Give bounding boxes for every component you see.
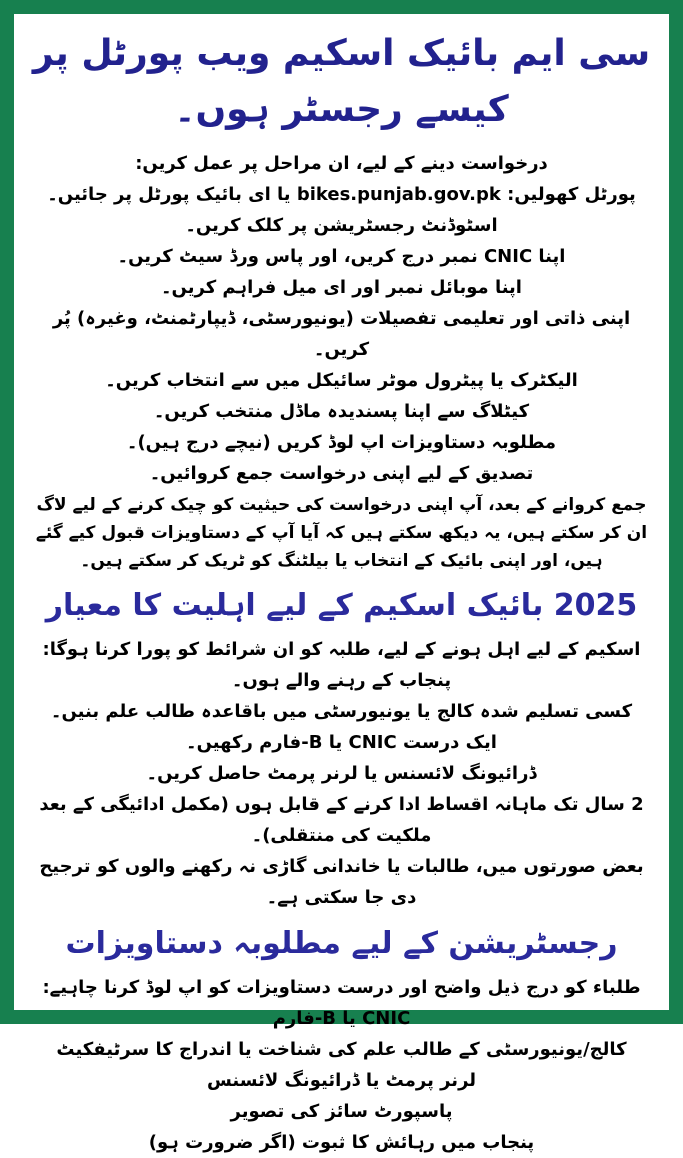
step-student-registration: اسٹوڈنٹ رجسٹریشن پر کلک کریں۔	[185, 214, 498, 236]
step-submit-application: تصدیق کے لیے اپنی درخواست جمع کروائیں۔	[149, 462, 534, 484]
step-personal-details: اپنی ذاتی اور تعلیمی تفصیلات (یونیورسٹی، ڈیپارٹمنٹ، وغیرہ) پُر کریں۔	[52, 307, 631, 360]
documents-heading: رجسٹریشن کے لیے مطلوبہ دستاویزات	[65, 925, 618, 961]
post-submit-note: جمع کروانے کے بعد، آپ اپنی درخواست کی حیثیت کو چیک کرنے کے لیے لاگ ان کر سکتے ہیں، یہ دیکھ سکتے ہیں کہ آیا آپ کے دستاویزات قبول کیے گئے ہیں، اور اپنی بائیک کے انتخاب یا بیلٹنگ کو ٹریک کر سکتے ہیں۔	[35, 494, 648, 571]
step-catalog-model: کیٹلاگ سے اپنا پسندیدہ ماڈل منتخب کریں۔	[153, 400, 530, 422]
documents-intro: طلباء کو درج ذیل واضح اور درست دستاویزات کو اپ لوڈ کرنا چاہیے:	[42, 976, 641, 998]
step-bike-type: الیکٹرک یا پیٹرول موٹر سائیکل میں سے انتخاب کریں۔	[105, 369, 578, 391]
step-cnic-password: اپنا CNIC نمبر درج کریں، اور پاس ورڈ سیٹ کریں۔	[117, 245, 566, 267]
register-intro: درخواست دینے کے لیے، ان مراحل پر عمل کریں:	[135, 152, 548, 174]
poster-content	[14, 14, 669, 1153]
eligibility-item-installments: 2 سال تک ماہانہ اقساط ادا کرنے کے قابل ہوں (مکمل ادائیگی کے بعد ملکیت کی منتقلی)۔	[39, 793, 644, 846]
step-open-portal: پورٹل کھولیں: bikes.punjab.gov.pk یا ای بائیک پورٹل پر جائیں۔	[47, 183, 636, 205]
document-item-residence-proof: پنجاب میں رہائش کا ثبوت (اگر ضرورت ہو)	[148, 1131, 535, 1153]
eligibility-item-driving-license: ڈرائیونگ لائسنس یا لرنر پرمٹ حاصل کریں۔	[146, 762, 537, 784]
eligibility-intro: اسکیم کے لیے اہل ہونے کے لیے، طلبہ کو ان شرائط کو پورا کرنا ہوگا:	[42, 638, 641, 660]
step-upload-documents: مطلوبہ دستاویزات اپ لوڈ کریں (نیچے درج ہیں)۔	[126, 431, 557, 453]
eligibility-item-valid-cnic: ایک درست CNIC یا B-فارم رکھیں۔	[186, 731, 497, 753]
step-mobile-email: اپنا موبائل نمبر اور ای میل فراہم کریں۔	[161, 276, 522, 298]
document-item-learner-permit: لرنر پرمٹ یا ڈرائیونگ لائسنس	[206, 1069, 477, 1091]
document-item-cnic-bform: CNIC یا B-فارم	[272, 1007, 411, 1029]
document-item-student-id: کالج/یونیورسٹی کے طالب علم کی شناخت یا اندراج کا سرٹیفکیٹ	[56, 1038, 627, 1060]
eligibility-item-regular-student: کسی تسلیم شدہ کالج یا یونیورسٹی میں باقاعدہ طالب علم بنیں۔	[50, 700, 633, 722]
page-title: سی ایم بائیک اسکیم ویب پورٹل پر کیسے رجسٹر ہوں۔	[32, 33, 651, 130]
eligibility-item-preference: بعض صورتوں میں، طالبات یا خاندانی گاڑی نہ رکھنے والوں کو ترجیح دی جا سکتی ہے۔	[39, 855, 644, 908]
document-item-passport-photo: پاسپورٹ سائز کی تصویر	[230, 1100, 453, 1122]
eligibility-heading: 2025 بائیک اسکیم کے لیے اہلیت کا معیار	[45, 587, 638, 623]
eligibility-item-punjab-resident: پنجاب کے رہنے والے ہوں۔	[231, 669, 452, 691]
